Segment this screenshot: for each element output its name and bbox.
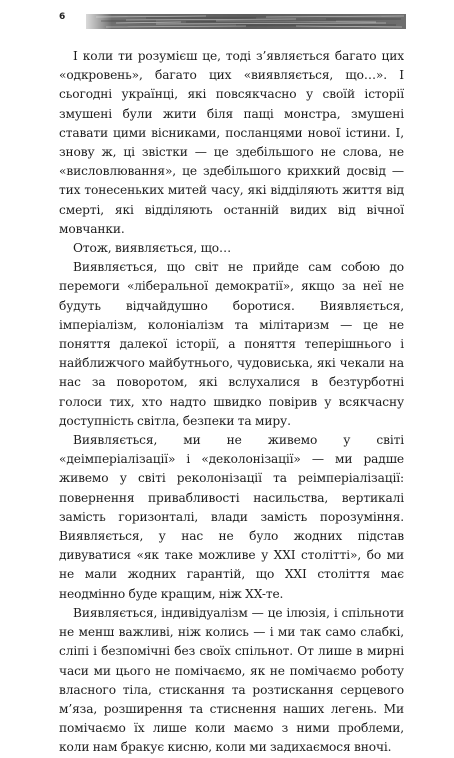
paragraph: Отож, виявляється, що… [73, 241, 232, 256]
decorative-brush-stroke [86, 13, 406, 30]
body-text [59, 47, 404, 758]
paragraph: Виявляється, ми не живемо у світі «деімперіалізації» і «деколонізації» — ми радше живемо у світі реколонізації та реімперіалізації: повернення привабливості насильства, вертикалі замість горизонталі, влади замість порозуміння. Виявляється, у нас не було жодних підстав дивуватися «як таке можливе у XXI столітті», бо ми не мали жодних гарантій, що XXI століття має неодмінно буде кращим, ніж XX-те. [59, 433, 404, 601]
page-number: 6 [59, 12, 66, 22]
paragraph: І коли ти розумієш це, тоді з’являється багато цих «одкровень», багато цих «виявляється, що…». І сьогодні українці, які повсякчасно у своїй історії змушені були жити біля пащі монстра, змушені ставати цими вісниками, посланцями нової істини. І, знову ж, ці звістки — це здебільшого не слова, не «висловлювання», це здебільшого крихкий досвід — тих тонесеньких митей часу, які відділяють життя від смерті, які відділяють останній видих від вічної мовчанки. [59, 49, 404, 236]
paragraph: Виявляється, що світ не прийде сам собою до перемоги «ліберальної демократії», якщо за неї не будуть відчайдушно боротися. Виявляється, імперіалізм, колоніалізм та мілітаризм — це не поняття далекої історії, а поняття теперішнього і найближчого майбутнього, чудовиська, які чекали на нас за поворотом, які вслухалися в безтурботні голоси тих, хто надто швидко повірив у всякчасну доступність світла, безпеки та миру. [59, 260, 404, 428]
paragraph: Виявляється, індивідуалізм — це ілюзія, і спільноти не менш важливі, ніж колись — і ми так само слабкі, сліпі і безпомічні без своїх спільнот. От лише в мирні часи ми цього не помічаємо, як не помічаємо роботу власного тіла, стискання та розтискання серцевого м’яза, розширення та стиснення наших легень. Ми помічаємо їх лише коли маємо з ними проблеми, коли нам бракує кисню, коли ми задихаємося вночі. [59, 605, 404, 755]
